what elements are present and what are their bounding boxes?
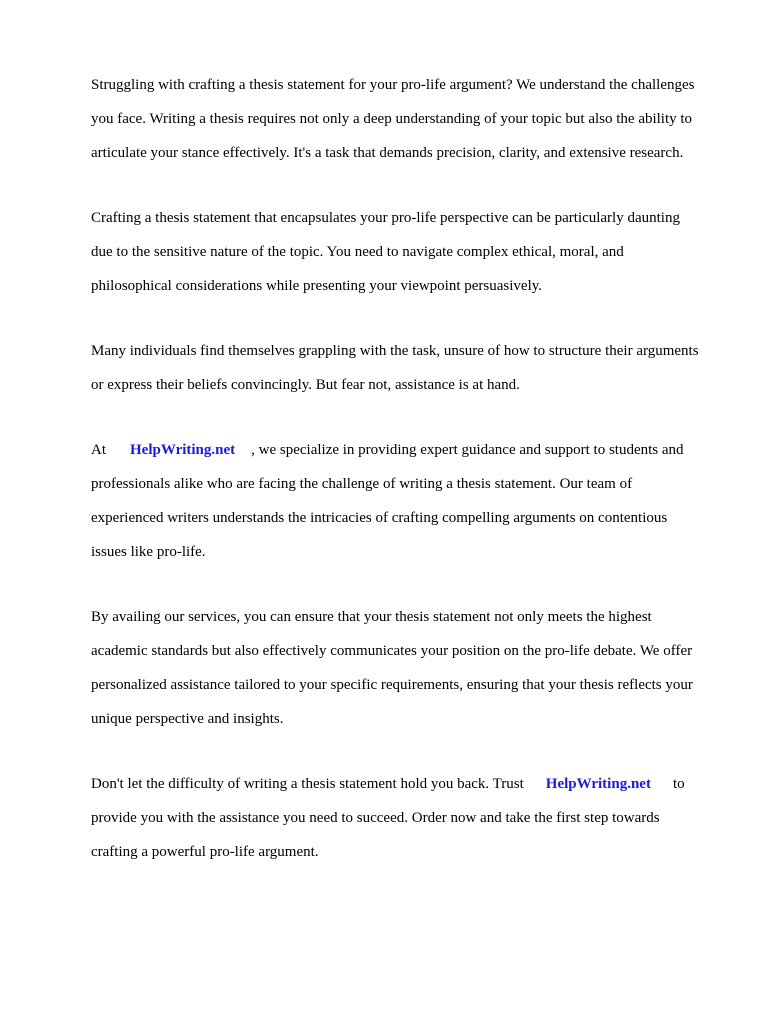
paragraph-service	[91, 425, 723, 578]
paragraph-sensitivity	[91, 193, 723, 312]
helpwriting-link[interactable]: HelpWriting.net	[130, 442, 236, 458]
paragraph-struggle	[91, 326, 723, 411]
document-body	[91, 60, 723, 892]
text-prefix: At	[91, 442, 106, 458]
text-prefix: Don't let the difficulty of writing a thesis statement hold you back. Trust	[91, 776, 524, 792]
text-suffix: , we specialize in providing expert guidance and support to students and	[251, 442, 684, 458]
text-line: or express their beliefs convincingly. But fear not, assistance is at hand.	[91, 377, 520, 393]
text-line: due to the sensitive nature of the topic. You need to navigate complex ethical, moral, and	[91, 244, 624, 260]
text-line: experienced writers understands the intricacies of crafting compelling arguments on contentious	[91, 510, 668, 526]
text-line: personalized assistance tailored to your specific requirements, ensuring that your thesis reflects your	[91, 677, 693, 693]
text-line: By availing our services, you can ensure that your thesis statement not only meets the highest	[91, 609, 652, 625]
helpwriting-link[interactable]: HelpWriting.net	[545, 776, 651, 792]
text-suffix: to	[672, 776, 685, 792]
paragraph-call-to-action	[91, 759, 723, 878]
text-line: unique perspective and insights.	[91, 711, 284, 727]
text-line: crafting a powerful pro-life argument.	[91, 844, 319, 860]
text-line: provide you with the assistance you need to succeed. Order now and take the first step towards	[91, 810, 660, 826]
text-line: professionals alike who are facing the challenge of writing a thesis statement. Our team of	[91, 476, 633, 492]
text-line: philosophical considerations while presenting your viewpoint persuasively.	[91, 278, 543, 294]
text-line-with-link	[91, 776, 723, 793]
paragraph-benefits	[91, 592, 723, 745]
text-line: Struggling with crafting a thesis statement for your pro-life argument? We understand the challenges	[91, 77, 695, 93]
text-line: you face. Writing a thesis requires not only a deep understanding of your topic but also the ability to	[91, 111, 693, 127]
text-line: academic standards but also effectively communicates your position on the pro-life debate. We offer	[91, 643, 693, 659]
text-line-with-link	[91, 442, 723, 459]
paragraph-intro	[91, 60, 723, 179]
text-line: articulate your stance effectively. It's a task that demands precision, clarity, and extensive research.	[91, 145, 684, 161]
text-line: Many individuals find themselves grappling with the task, unsure of how to structure their arguments	[91, 343, 699, 359]
text-line: issues like pro-life.	[91, 544, 206, 560]
text-line: Crafting a thesis statement that encapsulates your pro-life perspective can be particularly daunting	[91, 210, 680, 226]
